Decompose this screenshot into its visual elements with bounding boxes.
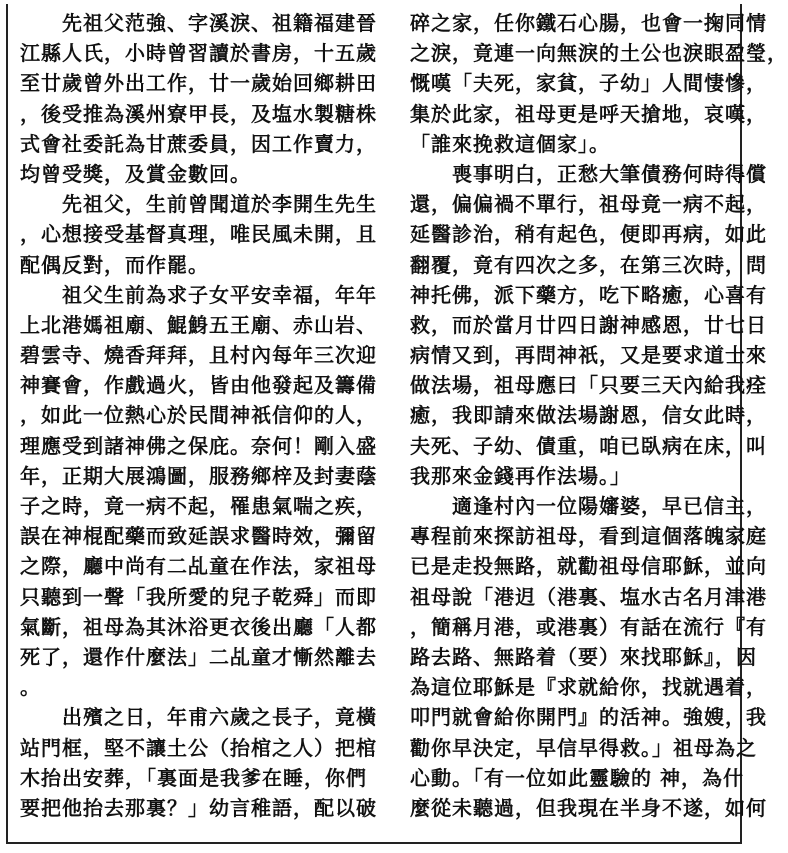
text-line: 式會社委託為甘蔗委員，因工作賣力， bbox=[20, 131, 377, 156]
text-line: 先祖父，生前曾聞道於李開生先生 bbox=[20, 192, 377, 217]
text-line: 麼從未聽過，但我現在半身不遂，如何 bbox=[410, 795, 767, 820]
text-line: 之淚，竟連一向無淚的土公也淚眼盈瑩， bbox=[410, 41, 788, 66]
text-line: 要把他抬去那裏？」幼言稚語，配以破 bbox=[20, 795, 377, 820]
text-line: 延醫診治，稍有起色，便即再病，如此 bbox=[410, 222, 767, 247]
text-line: 為這位耶穌是『求就給你，找就遇着， bbox=[410, 675, 767, 700]
text-line: 救，而於當月廿四日謝神感恩，廿七日 bbox=[410, 312, 767, 337]
text-line: ，簡稱月港，或港裏）有話在流行『有 bbox=[410, 614, 767, 639]
text-line: 神托佛，派下藥方，吃下略癒，心喜有 bbox=[410, 282, 767, 307]
text-line: 子之時，竟一病不起，罹患氣喘之疾， bbox=[20, 494, 377, 518]
text-line: 我那來金錢再作法場。」 bbox=[410, 463, 631, 488]
text-line: 配偶反對，而作罷。 bbox=[20, 252, 209, 277]
text-line: 年，正期大展鴻圖，服務鄉梓及封妻蔭 bbox=[20, 463, 377, 488]
text-line: 只聽到一聲「我所愛的兒子乾舜」而即 bbox=[20, 584, 377, 609]
text-line: 祖母說「港迌（港裏、塩水古名月津港 bbox=[410, 584, 767, 609]
text-line: 碧雲寺、燒香拜拜，且村內每年三次迎 bbox=[20, 343, 377, 368]
text-line: 之際，廳中尚有二乩童在作法，家祖母 bbox=[20, 554, 377, 579]
text-line: 木抬出安葬，「裏面是我爹在睡，你們 bbox=[20, 765, 367, 790]
text-line: 慨嘆「夫死，家貧，子幼」人間悽慘， bbox=[410, 71, 767, 96]
text-line: 集於此家，祖母更是呼天搶地，哀嘆， bbox=[410, 101, 767, 126]
text-line: 叩門就會給你開門』的活神。強嫂，我 bbox=[410, 705, 767, 730]
text-line: 均曾受獎，及賞金數回。 bbox=[20, 161, 251, 186]
text-line: 適逢村內一位陽嬸婆，早已信主， bbox=[410, 494, 767, 518]
text-line: 癒，我即請來做法場謝恩，信女此時， bbox=[410, 403, 767, 428]
text-line: 江縣人氏，小時曾習讀於書房，十五歲 bbox=[20, 41, 377, 66]
text-line: 祖父生前為求子女平安幸福，年年 bbox=[20, 282, 377, 307]
text-line: 至廿歲曾外出工作，廿一歲始回鄉耕田 bbox=[20, 71, 377, 96]
text-line: 誤在神棍配藥而致延誤求醫時效，彌留 bbox=[20, 524, 377, 549]
text-line: 先祖父范強、字溪淚、祖籍福建晉 bbox=[20, 11, 377, 35]
text-line: 氣斷，祖母為其沐浴更衣後出廳「人都 bbox=[20, 614, 377, 639]
text-line: ，心想接受基督真理，唯民風未開，且 bbox=[20, 222, 377, 247]
text-line: 理應受到諸神佛之保庇。奈何！剛入盛 bbox=[20, 433, 377, 458]
text-line: 上北港媽祖廟、鯤鯓五王廟、赤山岩、 bbox=[20, 312, 377, 337]
text-line: 專程前來探訪祖母，看到這個落魄家庭 bbox=[410, 524, 767, 549]
text-line: 翻覆，竟有四次之多，在第三次時，問 bbox=[410, 252, 767, 277]
text-line: ，如此一位熱心於民間神祇信仰的人， bbox=[20, 403, 377, 428]
text-line: 做法場，祖母應曰「只要三天內給我痊 bbox=[410, 373, 767, 398]
text-line: 死了，還作什麼法」二乩童才慚然離去 bbox=[20, 644, 377, 669]
text-line: 已是走投無路，就勸祖母信耶穌，並向 bbox=[410, 554, 767, 579]
left-text-column bbox=[20, 8, 377, 823]
text-line: 病情又到，再問神祇，又是要求道士來 bbox=[410, 343, 767, 368]
text-line: 「誰來挽救這個家」。 bbox=[410, 131, 610, 156]
text-line: 勸你早決定，早信早得救。」祖母為之 bbox=[410, 735, 757, 760]
text-line: 站門框，堅不讓土公（抬棺之人）把棺 bbox=[20, 735, 377, 760]
text-line: 。 bbox=[20, 675, 41, 700]
text-line: 路去路、無路着（要）來找耶穌』，因 bbox=[410, 644, 757, 669]
text-line: 心動。「有一位如此靈驗的 神，為什 bbox=[410, 765, 744, 790]
text-line: 碎之家，任你鐵石心腸，也會一掬同情 bbox=[410, 11, 767, 35]
text-line: 喪事明白，正愁大筆債務何時得償 bbox=[410, 161, 767, 186]
text-line: 還，偏偏禍不單行，祖母竟一病不起， bbox=[410, 192, 767, 217]
right-text-column bbox=[410, 8, 788, 823]
text-line: 出殯之日，年甫六歲之長子，竟橫 bbox=[20, 705, 377, 730]
text-line: 夫死、子幼、債重，咱已臥病在床，叫 bbox=[410, 433, 767, 458]
text-line: 神賽會，作戲過火，皆由他發起及籌備 bbox=[20, 373, 377, 398]
text-line: ，後受推為溪州寮甲長，及塩水製糖株 bbox=[20, 101, 377, 126]
